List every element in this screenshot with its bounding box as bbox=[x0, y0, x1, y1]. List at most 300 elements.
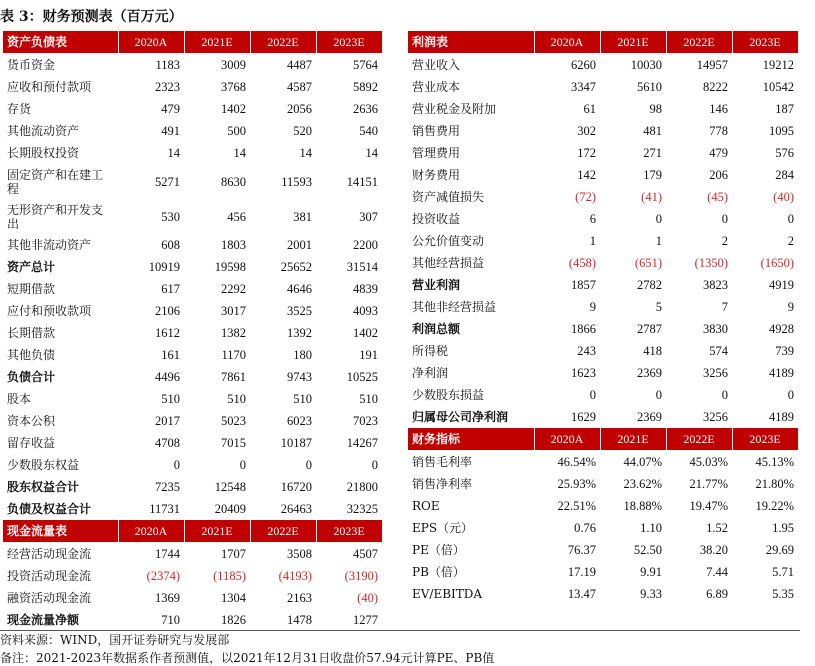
value-cell: 284 bbox=[775, 168, 794, 182]
value-cell: 21800 bbox=[346, 480, 378, 494]
value-cell: 510 bbox=[161, 392, 180, 406]
value-cell: 3017 bbox=[221, 304, 246, 318]
table-row bbox=[3, 609, 382, 631]
year-header: 2023E bbox=[316, 31, 382, 54]
table-row bbox=[408, 539, 798, 561]
value-cell: (2374) bbox=[146, 569, 180, 583]
value-cell: 4496 bbox=[155, 370, 180, 384]
section-header-row bbox=[3, 520, 382, 543]
row-label: 现金流量净额 bbox=[7, 613, 80, 627]
row-label: 营业税金及附加 bbox=[412, 102, 497, 116]
row-label: 营业成本 bbox=[412, 80, 461, 94]
value-cell: 2369 bbox=[637, 410, 662, 424]
table-row bbox=[3, 366, 382, 388]
value-cell: 9 bbox=[787, 300, 794, 314]
value-cell: 778 bbox=[709, 124, 728, 138]
value-cell: 0 bbox=[305, 458, 312, 472]
table-row bbox=[3, 543, 382, 566]
value-cell: 2787 bbox=[637, 322, 662, 336]
value-cell: 14 bbox=[365, 146, 378, 160]
value-cell: 510 bbox=[293, 392, 312, 406]
row-label: 财务费用 bbox=[412, 168, 461, 182]
value-cell: 576 bbox=[775, 146, 794, 160]
value-cell: 12548 bbox=[214, 480, 246, 494]
table-row bbox=[3, 498, 382, 520]
value-cell: 191 bbox=[359, 348, 378, 362]
value-cell: 510 bbox=[359, 392, 378, 406]
row-label: 短期借款 bbox=[7, 282, 56, 296]
value-cell: 481 bbox=[643, 124, 662, 138]
value-cell: 0 bbox=[173, 458, 180, 472]
value-cell: 3256 bbox=[703, 410, 728, 424]
table-row bbox=[408, 473, 798, 495]
row-label: 长期借款 bbox=[7, 326, 56, 340]
value-cell: 5892 bbox=[353, 80, 378, 94]
remark-note: 备注：2021-2023年数据系作者预测值，以2021年12月31日收盘价57.94元计算PE、PB值 bbox=[0, 651, 495, 665]
value-cell: 10187 bbox=[280, 436, 312, 450]
footer-divider bbox=[0, 630, 800, 631]
value-cell: 4487 bbox=[287, 58, 312, 72]
value-cell: 11593 bbox=[281, 174, 312, 189]
value-cell: 1866 bbox=[571, 322, 596, 336]
value-cell: 14 bbox=[299, 146, 312, 160]
value-cell: 10542 bbox=[762, 80, 794, 94]
value-cell: 4093 bbox=[353, 304, 378, 318]
section-header-row bbox=[408, 428, 798, 451]
row-label: 销售费用 bbox=[412, 124, 461, 138]
table-row bbox=[3, 142, 382, 164]
row-label: 净利润 bbox=[412, 366, 449, 380]
row-label: 营业收入 bbox=[412, 58, 461, 72]
value-cell: (458) bbox=[568, 256, 596, 270]
value-cell: 7.44 bbox=[706, 565, 728, 579]
year-header: 2020A bbox=[534, 31, 600, 54]
value-cell: 1.95 bbox=[772, 521, 794, 535]
value-cell: 2017 bbox=[155, 414, 180, 428]
table-row bbox=[3, 54, 382, 77]
value-cell: 0 bbox=[239, 458, 246, 472]
table-row bbox=[3, 120, 382, 142]
row-label: 长期股权投资 bbox=[7, 146, 80, 160]
value-cell: 1277 bbox=[353, 613, 378, 627]
value-cell: 0 bbox=[371, 458, 378, 472]
table-row bbox=[3, 98, 382, 120]
value-cell: 3009 bbox=[221, 58, 246, 72]
table-row bbox=[408, 296, 798, 318]
value-cell: 14267 bbox=[346, 436, 378, 450]
table-row bbox=[3, 344, 382, 366]
row-label: 其他非流动资产 bbox=[7, 238, 92, 252]
table-row bbox=[3, 256, 382, 278]
value-cell: 307 bbox=[359, 209, 378, 224]
value-cell: 7235 bbox=[155, 480, 180, 494]
value-cell: 22.51% bbox=[557, 499, 596, 513]
row-label: EPS（元） bbox=[412, 521, 474, 535]
value-cell: 1183 bbox=[155, 58, 180, 72]
table-row bbox=[3, 164, 382, 199]
value-cell: 4646 bbox=[287, 282, 312, 296]
value-cell: 2106 bbox=[155, 304, 180, 318]
value-cell: 1744 bbox=[155, 547, 180, 561]
value-cell: 1392 bbox=[287, 326, 312, 340]
value-cell: 1803 bbox=[221, 238, 246, 252]
row-label: 货币资金 bbox=[7, 58, 56, 72]
value-cell: 0 bbox=[655, 212, 662, 226]
value-cell: 1478 bbox=[287, 613, 312, 627]
value-cell: 2323 bbox=[155, 80, 180, 94]
value-cell: 574 bbox=[709, 344, 728, 358]
value-cell: 0 bbox=[589, 388, 596, 402]
value-cell: 3823 bbox=[703, 278, 728, 292]
value-cell: 18.88% bbox=[623, 499, 662, 513]
value-cell: 21.80% bbox=[755, 477, 794, 491]
value-cell: 456 bbox=[227, 209, 246, 224]
value-cell: 710 bbox=[161, 613, 180, 627]
row-label: 无形资产和开发支出 bbox=[7, 202, 104, 231]
value-cell: 243 bbox=[577, 344, 596, 358]
value-cell: 10525 bbox=[346, 370, 378, 384]
value-cell: (1650) bbox=[760, 256, 794, 270]
value-cell: 5271 bbox=[155, 174, 180, 189]
value-cell: 19.47% bbox=[689, 499, 728, 513]
value-cell: (1185) bbox=[213, 569, 246, 583]
value-cell: 11731 bbox=[149, 502, 180, 516]
table-row bbox=[3, 76, 382, 98]
value-cell: 61 bbox=[583, 102, 596, 116]
row-label: EV/EBITDA bbox=[412, 587, 483, 601]
table-row bbox=[408, 120, 798, 142]
table-row bbox=[408, 561, 798, 583]
value-cell: 500 bbox=[227, 124, 246, 138]
table-row bbox=[408, 252, 798, 274]
year-header: 2021E bbox=[184, 520, 250, 543]
table-row bbox=[3, 432, 382, 454]
table-title: 表 3：财务预测表（百万元） bbox=[0, 9, 183, 25]
section-header-row bbox=[408, 31, 798, 54]
value-cell: (45) bbox=[707, 190, 728, 204]
value-cell: 1826 bbox=[221, 613, 246, 627]
value-cell: 418 bbox=[643, 344, 662, 358]
year-header: 2023E bbox=[316, 520, 382, 543]
value-cell: 520 bbox=[293, 124, 312, 138]
row-label: 股东权益合计 bbox=[7, 480, 80, 494]
value-cell: 146 bbox=[709, 102, 728, 116]
value-cell: 491 bbox=[161, 124, 180, 138]
value-cell: 5764 bbox=[353, 58, 378, 72]
row-label: 资产总计 bbox=[7, 260, 56, 274]
source-note: 资料来源：WIND，国开证券研究与发展部 bbox=[0, 633, 230, 647]
value-cell: 9.33 bbox=[640, 587, 662, 601]
row-label: 负债合计 bbox=[7, 370, 56, 384]
value-cell: (41) bbox=[641, 190, 662, 204]
table-row bbox=[408, 451, 798, 474]
value-cell: 1.10 bbox=[640, 521, 662, 535]
value-cell: (1350) bbox=[694, 256, 728, 270]
table-row bbox=[408, 54, 798, 77]
value-cell: 20409 bbox=[214, 502, 246, 516]
table-row bbox=[3, 322, 382, 344]
table-row bbox=[3, 278, 382, 300]
value-cell: 3525 bbox=[287, 304, 312, 318]
table-row bbox=[3, 388, 382, 410]
year-header: 2020A bbox=[534, 428, 600, 451]
value-cell: 0 bbox=[787, 388, 794, 402]
value-cell: 6.89 bbox=[706, 587, 728, 601]
value-cell: 0 bbox=[655, 388, 662, 402]
value-cell: 6260 bbox=[571, 58, 596, 72]
value-cell: 5 bbox=[655, 300, 662, 314]
value-cell: 180 bbox=[293, 348, 312, 362]
year-header: 2021E bbox=[600, 31, 666, 54]
row-label: 其他负债 bbox=[7, 348, 56, 362]
value-cell: 0.76 bbox=[574, 521, 596, 535]
value-cell: 0 bbox=[721, 212, 728, 226]
value-cell: (72) bbox=[575, 190, 596, 204]
value-cell: 510 bbox=[227, 392, 246, 406]
row-label: 经营活动现金流 bbox=[7, 547, 92, 561]
row-label: PE（倍） bbox=[412, 543, 465, 557]
table-row bbox=[408, 186, 798, 208]
value-cell: 1095 bbox=[769, 124, 794, 138]
value-cell: 1707 bbox=[221, 547, 246, 561]
value-cell: 9743 bbox=[287, 370, 312, 384]
value-cell: 5610 bbox=[637, 80, 662, 94]
value-cell: 530 bbox=[161, 209, 180, 224]
value-cell: 617 bbox=[161, 282, 180, 296]
value-cell: 21.77% bbox=[689, 477, 728, 491]
value-cell: 1612 bbox=[155, 326, 180, 340]
value-cell: 14957 bbox=[696, 58, 728, 72]
table-row bbox=[3, 454, 382, 476]
year-header: 2022E bbox=[666, 428, 732, 451]
value-cell: 1402 bbox=[221, 102, 246, 116]
value-cell: 3508 bbox=[287, 547, 312, 561]
value-cell: 1382 bbox=[221, 326, 246, 340]
value-cell: 6 bbox=[589, 212, 596, 226]
value-cell: 23.62% bbox=[623, 477, 662, 491]
table-row bbox=[408, 76, 798, 98]
row-label: 其他经营损益 bbox=[412, 256, 485, 270]
value-cell: 2292 bbox=[221, 282, 246, 296]
value-cell: 4839 bbox=[353, 282, 378, 296]
value-cell: 1 bbox=[589, 234, 596, 248]
table-row bbox=[3, 300, 382, 322]
section-title: 现金流量表 bbox=[3, 520, 118, 543]
row-label: 管理费用 bbox=[412, 146, 461, 160]
value-cell: 381 bbox=[293, 209, 312, 224]
row-label: 销售净利率 bbox=[412, 477, 473, 491]
value-cell: 1402 bbox=[353, 326, 378, 340]
row-label: 负债及权益合计 bbox=[7, 502, 92, 516]
right-financial-table bbox=[408, 31, 799, 605]
table-row bbox=[408, 274, 798, 296]
value-cell: 25652 bbox=[280, 260, 312, 274]
value-cell: 26463 bbox=[280, 502, 312, 516]
table-row bbox=[408, 495, 798, 517]
value-cell: 2200 bbox=[353, 238, 378, 252]
table-row bbox=[3, 587, 382, 609]
value-cell: 7015 bbox=[221, 436, 246, 450]
value-cell: 4928 bbox=[769, 322, 794, 336]
value-cell: 17.19 bbox=[567, 565, 596, 579]
year-header: 2020A bbox=[118, 520, 184, 543]
section-header-row bbox=[3, 31, 382, 54]
value-cell: 2001 bbox=[287, 238, 312, 252]
row-label: 应付和预收款项 bbox=[7, 304, 92, 318]
table-row bbox=[3, 410, 382, 432]
value-cell: 1629 bbox=[571, 410, 596, 424]
value-cell: 19212 bbox=[762, 58, 794, 72]
value-cell: 4708 bbox=[155, 436, 180, 450]
row-label: 其他非经营损益 bbox=[412, 300, 497, 314]
value-cell: 302 bbox=[577, 124, 596, 138]
section-title: 资产负债表 bbox=[3, 31, 118, 54]
value-cell: 46.54% bbox=[557, 455, 596, 469]
value-cell: 0 bbox=[721, 388, 728, 402]
row-label: 股本 bbox=[7, 392, 32, 406]
value-cell: 479 bbox=[709, 146, 728, 160]
value-cell: 3768 bbox=[221, 80, 246, 94]
value-cell: 540 bbox=[359, 124, 378, 138]
left-financial-table bbox=[3, 31, 383, 631]
row-label: PB（倍） bbox=[412, 565, 465, 579]
row-label: 投资活动现金流 bbox=[7, 569, 92, 583]
row-label: 应收和预付款项 bbox=[7, 80, 92, 94]
value-cell: 76.37 bbox=[567, 543, 596, 557]
value-cell: 3256 bbox=[703, 366, 728, 380]
value-cell: 1.52 bbox=[706, 521, 728, 535]
row-label: 少数股东权益 bbox=[7, 458, 80, 472]
value-cell: (651) bbox=[634, 256, 662, 270]
value-cell: 479 bbox=[161, 102, 180, 116]
row-label: 归属母公司净利润 bbox=[412, 410, 509, 424]
value-cell: 52.50 bbox=[633, 543, 662, 557]
year-header: 2021E bbox=[600, 428, 666, 451]
value-cell: 187 bbox=[775, 102, 794, 116]
section-title: 利润表 bbox=[408, 31, 534, 54]
row-label: 存货 bbox=[7, 102, 32, 116]
table-row bbox=[408, 340, 798, 362]
row-label: 固定资产和在建工程 bbox=[7, 167, 104, 196]
year-header: 2022E bbox=[250, 520, 316, 543]
table-row bbox=[3, 199, 382, 234]
value-cell: 4507 bbox=[353, 547, 378, 561]
value-cell: 172 bbox=[577, 146, 596, 160]
value-cell: 608 bbox=[161, 238, 180, 252]
table-row bbox=[3, 234, 382, 256]
value-cell: 179 bbox=[643, 168, 662, 182]
value-cell: 10919 bbox=[148, 260, 180, 274]
value-cell: 1369 bbox=[155, 591, 180, 605]
value-cell: 25.93% bbox=[557, 477, 596, 491]
section-title: 财务指标 bbox=[408, 428, 534, 451]
row-label: 所得税 bbox=[412, 344, 449, 358]
row-label: 少数股东损益 bbox=[412, 388, 485, 402]
value-cell: (40) bbox=[357, 591, 378, 605]
row-label: ROE bbox=[412, 499, 440, 513]
value-cell: 16720 bbox=[280, 480, 312, 494]
value-cell: 0 bbox=[787, 212, 794, 226]
value-cell: 1857 bbox=[571, 278, 596, 292]
value-cell: 206 bbox=[709, 168, 728, 182]
value-cell: 13.47 bbox=[567, 587, 596, 601]
value-cell: 5023 bbox=[221, 414, 246, 428]
table-row bbox=[3, 476, 382, 498]
value-cell: 3347 bbox=[571, 80, 596, 94]
value-cell: 1304 bbox=[221, 591, 246, 605]
value-cell: 4189 bbox=[769, 410, 794, 424]
row-label: 融资活动现金流 bbox=[7, 591, 92, 605]
value-cell: 1623 bbox=[571, 366, 596, 380]
value-cell: 14 bbox=[233, 146, 246, 160]
value-cell: 6023 bbox=[287, 414, 312, 428]
year-header: 2023E bbox=[732, 31, 798, 54]
value-cell: 32325 bbox=[346, 502, 378, 516]
value-cell: 9 bbox=[589, 300, 596, 314]
value-cell: 4587 bbox=[287, 80, 312, 94]
table-row bbox=[408, 164, 798, 186]
row-label: 利润总额 bbox=[412, 322, 461, 336]
year-header: 2021E bbox=[184, 31, 250, 54]
year-header: 2020A bbox=[118, 31, 184, 54]
row-label: 营业利润 bbox=[412, 278, 461, 292]
row-label: 资产减值损失 bbox=[412, 190, 485, 204]
table-row bbox=[408, 362, 798, 384]
value-cell: 4919 bbox=[769, 278, 794, 292]
value-cell: 14151 bbox=[346, 174, 378, 189]
value-cell: 2636 bbox=[353, 102, 378, 116]
value-cell: 7 bbox=[721, 300, 728, 314]
value-cell: 31514 bbox=[346, 260, 378, 274]
value-cell: 271 bbox=[643, 146, 662, 160]
value-cell: 2782 bbox=[637, 278, 662, 292]
table-row bbox=[408, 406, 798, 428]
value-cell: 5.71 bbox=[772, 565, 794, 579]
value-cell: (4193) bbox=[278, 569, 312, 583]
value-cell: 98 bbox=[649, 102, 662, 116]
row-label: 资本公积 bbox=[7, 414, 56, 428]
row-label: 销售毛利率 bbox=[412, 455, 473, 469]
value-cell: 142 bbox=[577, 168, 596, 182]
table-row bbox=[408, 98, 798, 120]
table-row bbox=[408, 318, 798, 340]
table-row bbox=[408, 142, 798, 164]
year-header: 2023E bbox=[732, 428, 798, 451]
value-cell: 19.22% bbox=[755, 499, 794, 513]
value-cell: 2369 bbox=[637, 366, 662, 380]
value-cell: 161 bbox=[161, 348, 180, 362]
value-cell: 9.91 bbox=[640, 565, 662, 579]
value-cell: (40) bbox=[773, 190, 794, 204]
value-cell: 739 bbox=[775, 344, 794, 358]
table-row bbox=[3, 565, 382, 587]
row-label: 投资收益 bbox=[412, 212, 461, 226]
value-cell: 7861 bbox=[221, 370, 246, 384]
value-cell: 29.69 bbox=[765, 543, 794, 557]
table-row bbox=[408, 583, 798, 605]
value-cell: (3190) bbox=[344, 569, 378, 583]
value-cell: 19598 bbox=[214, 260, 246, 274]
value-cell: 2 bbox=[721, 234, 728, 248]
row-label: 其他流动资产 bbox=[7, 124, 80, 138]
value-cell: 38.20 bbox=[699, 543, 728, 557]
value-cell: 7023 bbox=[353, 414, 378, 428]
year-header: 2022E bbox=[250, 31, 316, 54]
value-cell: 1 bbox=[655, 234, 662, 248]
value-cell: 4189 bbox=[769, 366, 794, 380]
value-cell: 8630 bbox=[221, 174, 246, 189]
value-cell: 2163 bbox=[287, 591, 312, 605]
